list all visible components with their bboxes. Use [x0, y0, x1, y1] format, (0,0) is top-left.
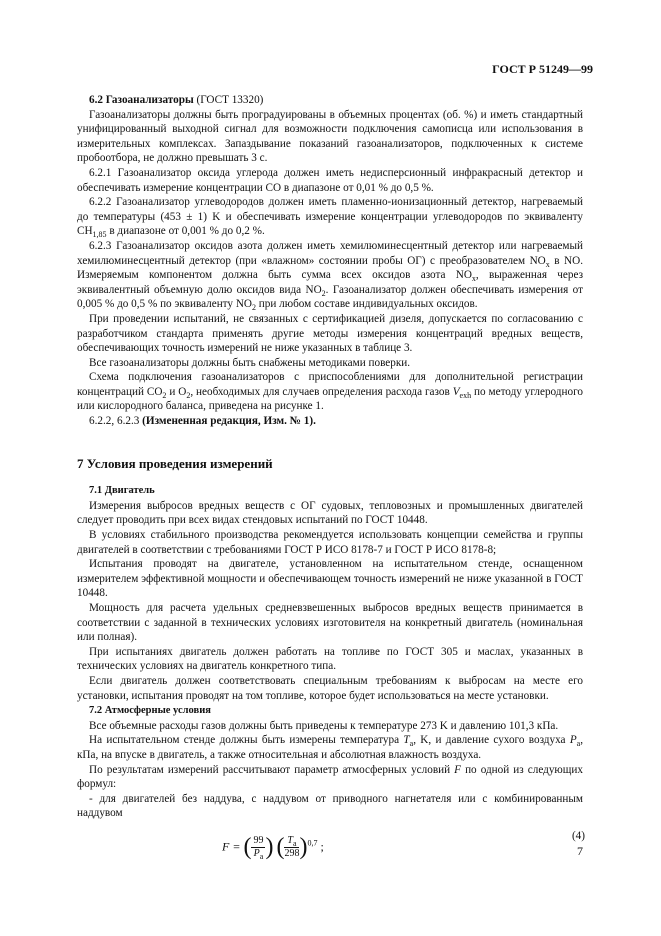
- paragraph: Мощность для расчета удельных средневзвешенных выбросов вредных веществ принимается в соответствии с заданной в технических условиях изготовителя на конкретный двигатель (номинальная или полная).: [77, 602, 583, 644]
- formula-4: [77, 827, 583, 879]
- amendment-note: [77, 414, 583, 429]
- symbol: P: [569, 734, 577, 747]
- paren: (: [243, 834, 252, 861]
- denominator: 298: [284, 847, 300, 859]
- text-run: , K, и давление сухого воздуха: [413, 734, 570, 747]
- paragraph: В условиях стабильного производства рекомендуется использовать концепции семейства и группы двигателей в соответствии с требованиями ГОСТ Р ИСО 8178-7 и ГОСТ Р ИСО 8178-8;: [77, 529, 583, 556]
- text-run: По результатам измерений рассчитывают параметр атмосферных условий: [89, 763, 455, 776]
- subscript: a: [409, 739, 414, 749]
- text-run: , необходимых для случаев определения расхода газов: [190, 385, 453, 398]
- paragraph: Газоанализаторы должны быть проградуированы в объемных процентах (об. %) и иметь стандартный унифицированный выходной сигнал для возможности подключения самописца или использования в измерительных комплексах. Запаздывание показаний газоанализаторов, подключенных к системе пробоотбора, не должно превышать 3 с.: [77, 108, 583, 165]
- formula-lhs: F =: [222, 839, 244, 854]
- paragraph: Если двигатель должен соответствовать специальным требованиям к выбросам на месте его установки, испытания проводят на том топливе, которое будет использоваться на месте установки.: [77, 674, 583, 702]
- symbol: T: [287, 834, 293, 846]
- text-run: в NO. Измеряемым компонентом должна быть сумма всех оксидов азота NO: [77, 254, 583, 282]
- symbol: V: [452, 385, 460, 398]
- subsection-7-2-heading: 7.2 Атмосферные условия: [89, 705, 211, 717]
- subscript: exh: [459, 391, 472, 401]
- text-run: по методу углеродного или кислородного баланса, приведена на рисунке 1.: [77, 385, 583, 413]
- fraction: [284, 835, 299, 860]
- text-run: . Газоанализатор должен обеспечивать измерения от 0,005 % до 0,5 % по эквиваленту NO: [77, 283, 583, 311]
- fraction: [251, 835, 265, 860]
- text-run: Схема подключения газоанализаторов с приспособлениями для дополнительной регистрации концентраций CO: [77, 371, 583, 398]
- text-run: в диапазоне от 0,001 % до 0,2 %.: [106, 225, 265, 238]
- text-run: , выраженная через эквивалентный объемную долю оксидов вида NO: [77, 269, 583, 296]
- paragraph: - для двигателей без наддува, с наддувом от приводного нагнетателя или с комбинированным наддувом: [77, 792, 583, 820]
- subscript: 2: [186, 391, 191, 401]
- amendment-label: (Измененная редакция, Изм. № 1).: [142, 415, 316, 428]
- paren: ): [265, 834, 274, 861]
- formula-tail: ;: [317, 839, 324, 854]
- formula-number: (4): [571, 829, 585, 842]
- paragraph: Все газоанализаторы должны быть снабжены методиками поверки.: [89, 356, 411, 369]
- symbol: T: [403, 734, 410, 747]
- section-reference: (ГОСТ 13320): [193, 94, 264, 106]
- paragraph: При проведении испытаний, не связанных с сертификацией дизеля, допускается по согласованию с разработчиком стандарта применять другие методы измерения концентраций вредных веществ, обеспечивающих точность измерений не ниже указанных в таблице 3.: [77, 312, 583, 355]
- paren: (: [276, 834, 285, 861]
- subscript: 2: [251, 303, 256, 313]
- subscript: 2: [321, 288, 326, 298]
- subscript: 1,85: [92, 230, 107, 240]
- section-7-heading: 7 Условия проведения измерений: [77, 455, 273, 471]
- exponent: 0,7: [307, 838, 318, 848]
- paragraph: [77, 370, 583, 414]
- paragraph: При испытаниях двигатель должен работать на топливе по ГОСТ 305 и маслах, указанных в технических условиях на двигатель конкретного типа.: [77, 645, 583, 673]
- paragraph: [77, 239, 583, 312]
- paren: ): [299, 834, 308, 861]
- text-run: 6.2.3 Газоанализатор оксидов азота должен иметь хемилюминесцентный детектор или нагреваемый хемилюминесцентный детектор (при «влажном» состоянии пробы ОГ) с преобразователем NO: [77, 239, 583, 267]
- symbol: P: [253, 847, 260, 859]
- subsection-7-1-heading: 7.1 Двигатель: [89, 485, 155, 497]
- subscript: a: [259, 851, 264, 861]
- subscript: a: [292, 838, 297, 848]
- paragraph: [77, 195, 583, 239]
- paragraph: Измерения выбросов вредных веществ с ОГ судовых, тепловозных и промышленных двигателей следует проводить при всех видах стендовых испытаний по ГОСТ 10448.: [77, 499, 583, 527]
- formula-expression: [222, 835, 324, 860]
- paragraph: Испытания проводят на двигателе, установленном на испытательном стенде, оснащенном измерителем эффективной мощности и обеспечивающем точность измерений не ниже указанной в ГОСТ 10448.: [77, 558, 583, 600]
- text-run: при любом составе индивидуальных оксидов.: [255, 298, 478, 311]
- paragraph: [77, 763, 583, 792]
- text-run: 6.2.2, 6.2.3: [89, 415, 143, 428]
- document-header: ГОСТ Р 51249—99: [492, 62, 593, 76]
- subscript: 2: [162, 391, 167, 401]
- text-run: На испытательном стенде должны быть измерены температура: [89, 734, 404, 747]
- denominator: [251, 848, 265, 860]
- section-6-2-heading: [77, 93, 583, 108]
- text-run: 6.2.2 Газоанализатор углеводородов должен иметь пламенно-ионизационный детектор, нагреваемый до температуры (453 ± 1) K и обеспечивать измерение концентрации углеводородов по эквиваленту CH: [77, 196, 583, 238]
- paragraph: [77, 733, 583, 762]
- text-run: и O: [166, 385, 187, 398]
- subscript: x: [471, 274, 476, 284]
- text-run: , кПа, на впуске в двигатель, а также относительная и абсолютная влажность воздуха.: [77, 734, 584, 761]
- symbol: F: [454, 763, 461, 776]
- section-title: 6.2 Газоанализаторы: [89, 94, 194, 106]
- page-number: 7: [577, 844, 583, 858]
- subscript: a: [576, 739, 581, 749]
- numerator: 99: [253, 834, 264, 846]
- numerator: [284, 835, 299, 848]
- paragraph: Все объемные расходы газов должны быть приведены к температуре 273 K и давлению 101,3 кПа.: [89, 719, 559, 732]
- text-run: по одной из следующих формул:: [77, 763, 583, 791]
- paragraph: 6.2.1 Газоанализатор оксида углерода должен иметь недисперсионный инфракрасный детектор и обеспечивать измерение концентрации СО в диапазоне от 0,01 % до 0,5 %.: [77, 166, 583, 194]
- subscript: x: [545, 259, 550, 269]
- page-body: [77, 93, 583, 879]
